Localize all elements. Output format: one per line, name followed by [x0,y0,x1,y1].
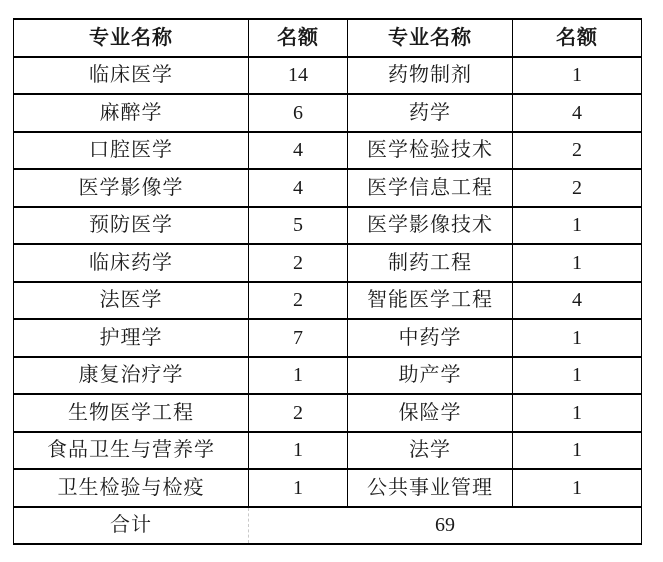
major-name-cell: 食品卫生与营养学 [14,432,249,470]
quota-cell: 1 [249,357,348,395]
quota-cell: 4 [249,132,348,170]
header-major-left: 专业名称 [14,19,249,57]
quota-cell: 7 [249,319,348,357]
table-row [14,94,642,132]
major-name-cell: 护理学 [14,319,249,357]
major-name-cell: 口腔医学 [14,132,249,170]
total-value-cell: 69 [249,507,642,545]
quota-cell: 1 [513,432,642,470]
quota-cell: 2 [249,244,348,282]
quota-cell: 2 [249,394,348,432]
table-row [14,282,642,320]
table-row [14,169,642,207]
major-name-cell: 法学 [348,432,513,470]
major-name-cell: 智能医学工程 [348,282,513,320]
quota-cell: 4 [513,282,642,320]
table-row [14,244,642,282]
table-row [14,469,642,507]
major-name-cell: 康复治疗学 [14,357,249,395]
quota-cell: 4 [513,94,642,132]
quota-cell: 14 [249,57,348,95]
table-row [14,319,642,357]
quota-table [13,18,642,545]
quota-cell: 6 [249,94,348,132]
quota-cell: 1 [249,432,348,470]
table-row [14,394,642,432]
major-name-cell: 制药工程 [348,244,513,282]
major-name-cell: 公共事业管理 [348,469,513,507]
table-row [14,357,642,395]
major-name-cell: 医学检验技术 [348,132,513,170]
table-header-row [14,19,642,57]
quota-table-container [13,18,642,545]
table-footer-row [14,507,642,545]
header-major-right: 专业名称 [348,19,513,57]
quota-cell: 2 [513,169,642,207]
total-label-cell: 合计 [14,507,249,545]
major-name-cell: 卫生检验与检疫 [14,469,249,507]
quota-cell: 1 [513,469,642,507]
major-name-cell: 药物制剂 [348,57,513,95]
quota-cell: 1 [513,319,642,357]
major-name-cell: 医学信息工程 [348,169,513,207]
major-name-cell: 临床药学 [14,244,249,282]
quota-cell: 4 [249,169,348,207]
major-name-cell: 药学 [348,94,513,132]
quota-cell: 5 [249,207,348,245]
major-name-cell: 助产学 [348,357,513,395]
quota-cell: 1 [249,469,348,507]
major-name-cell: 预防医学 [14,207,249,245]
table-row [14,57,642,95]
quota-cell: 2 [249,282,348,320]
header-quota-right: 名额 [513,19,642,57]
header-quota-left: 名额 [249,19,348,57]
major-name-cell: 法医学 [14,282,249,320]
major-name-cell: 麻醉学 [14,94,249,132]
quota-cell: 2 [513,132,642,170]
table-row [14,432,642,470]
major-name-cell: 临床医学 [14,57,249,95]
quota-cell: 1 [513,357,642,395]
major-name-cell: 医学影像学 [14,169,249,207]
quota-cell: 1 [513,207,642,245]
major-name-cell: 医学影像技术 [348,207,513,245]
quota-cell: 1 [513,394,642,432]
table-row [14,207,642,245]
quota-cell: 1 [513,244,642,282]
quota-cell: 1 [513,57,642,95]
major-name-cell: 中药学 [348,319,513,357]
major-name-cell: 保险学 [348,394,513,432]
table-row [14,132,642,170]
major-name-cell: 生物医学工程 [14,394,249,432]
